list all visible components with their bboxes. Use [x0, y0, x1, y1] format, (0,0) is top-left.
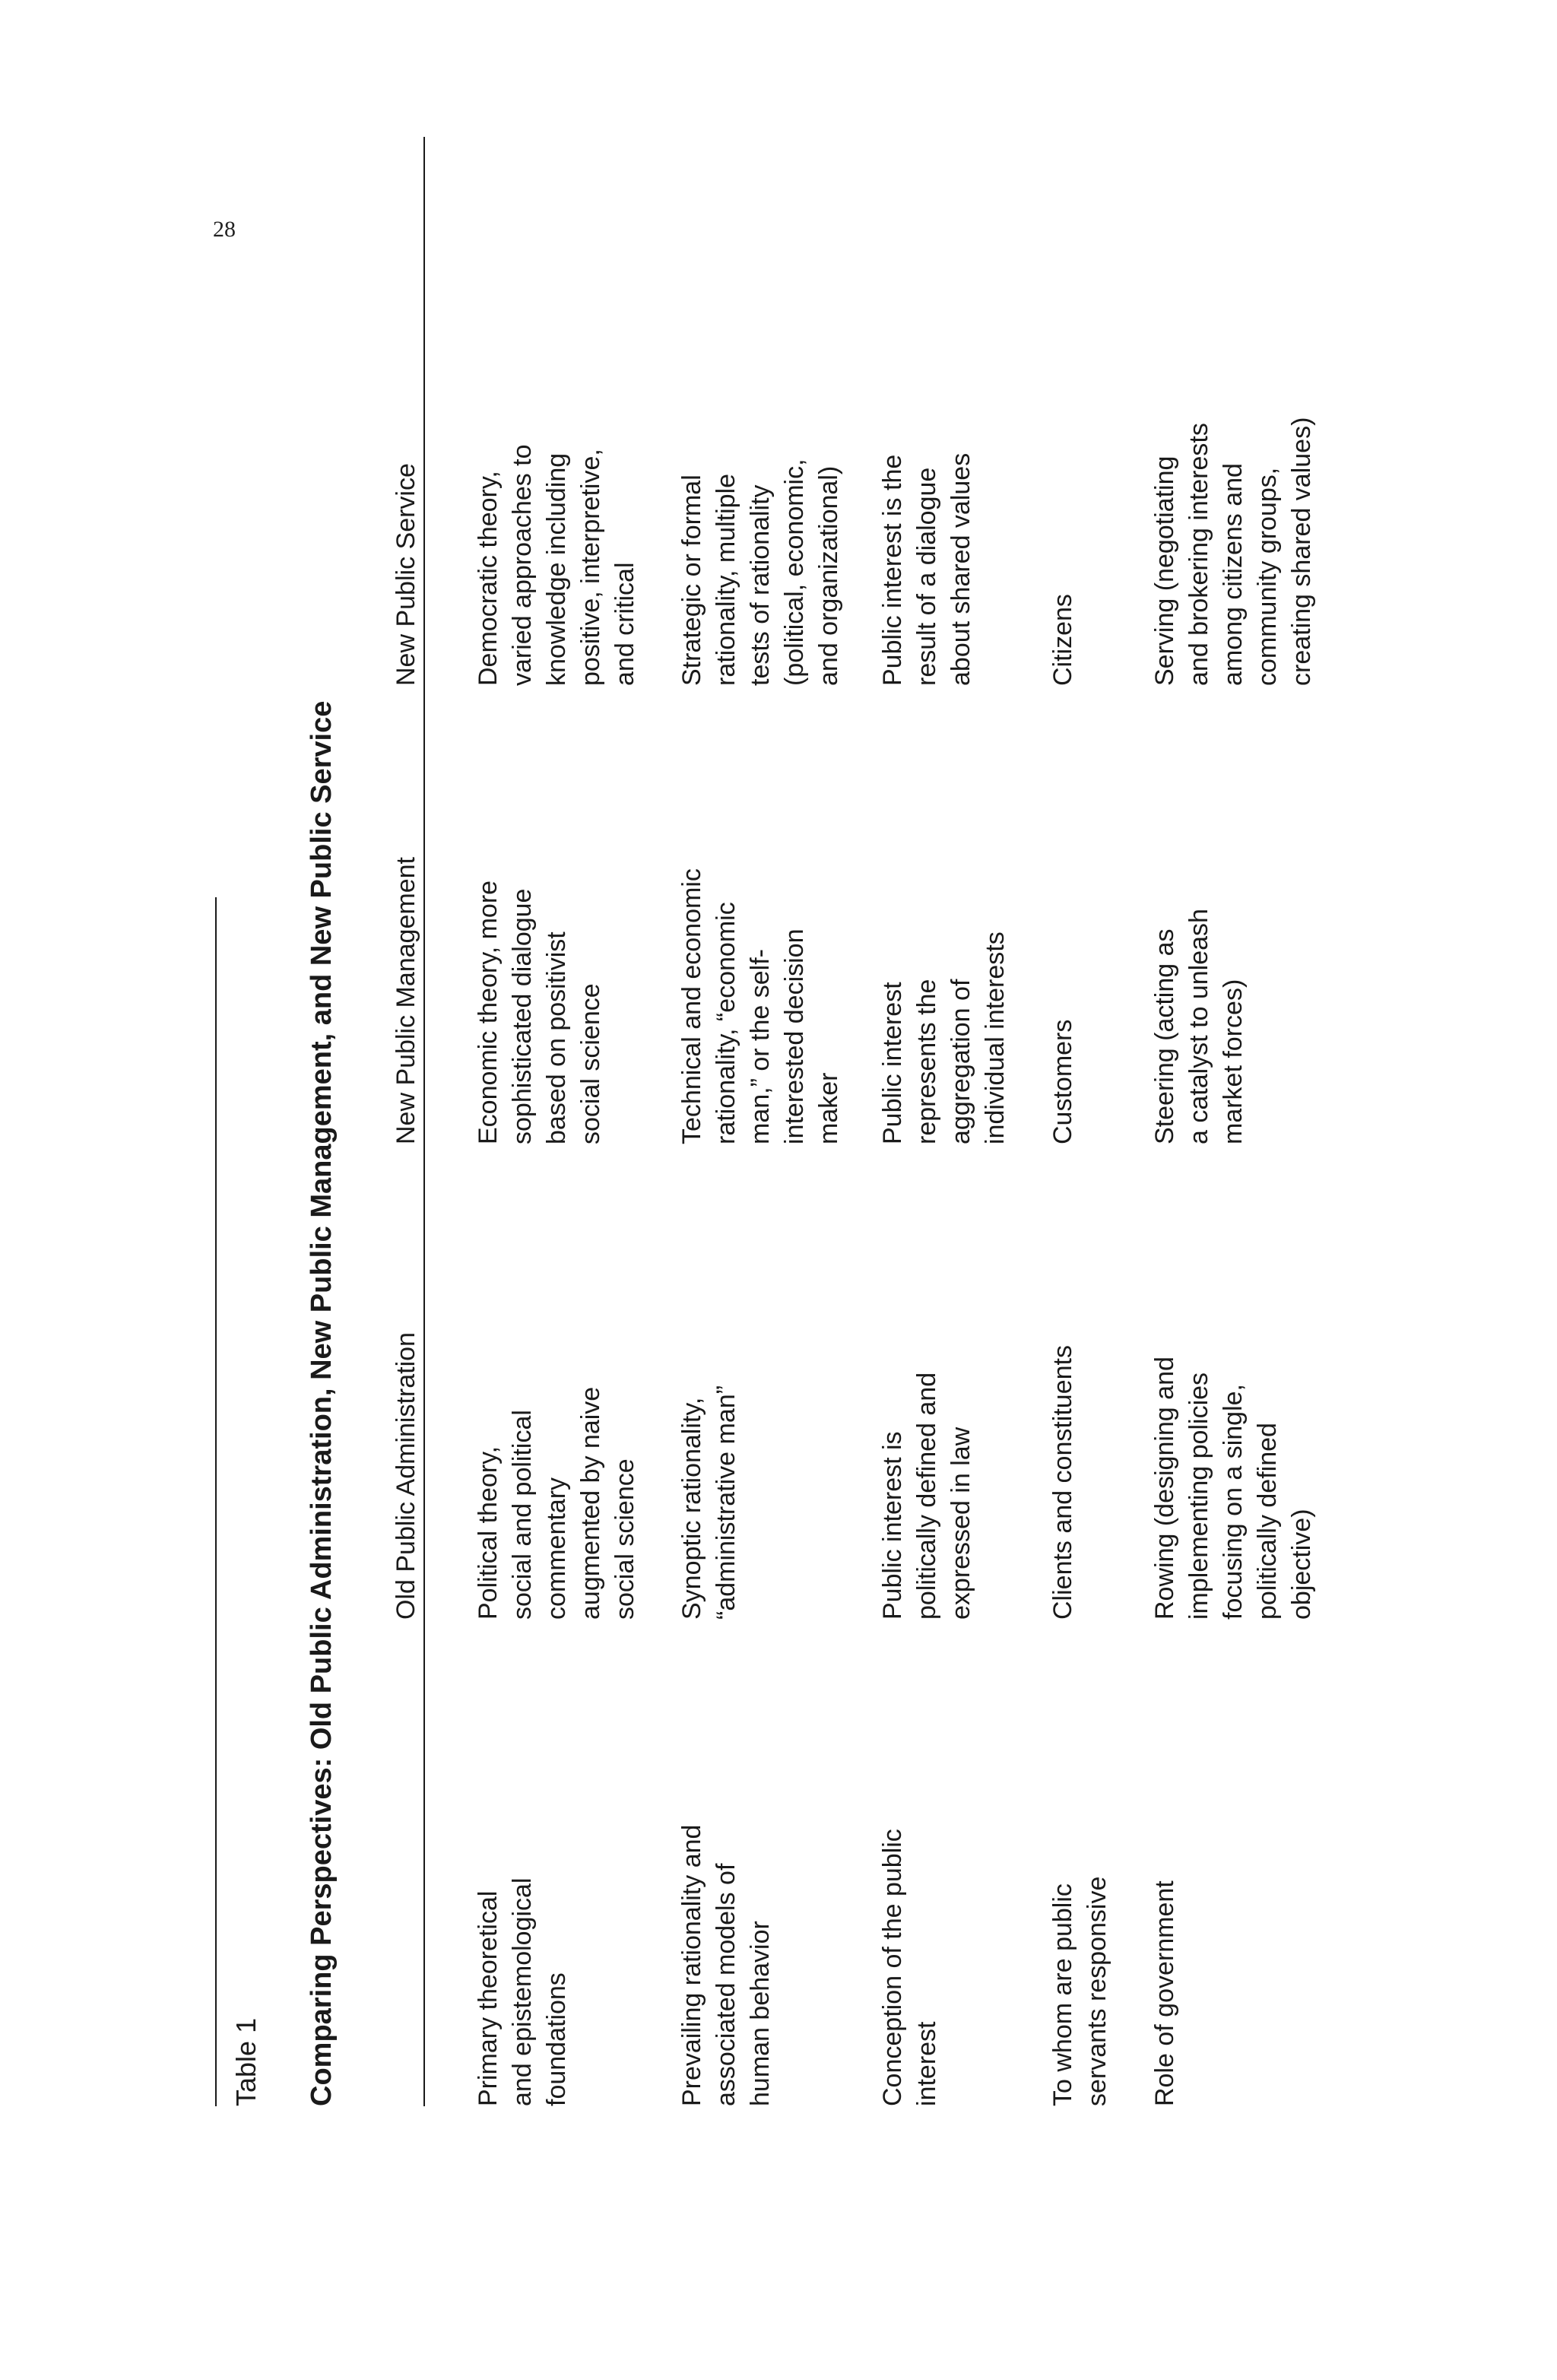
- table-cell: Public interest is the result of a dialogue about shared values: [878, 452, 975, 686]
- table-cell: Clients and constituents: [1048, 1345, 1077, 1620]
- header-rule-right: [423, 137, 425, 897]
- table-cell: Democratic theory, varied approaches to knowledge including positive, interpretive, and critical: [474, 444, 639, 686]
- table-label: Table 1: [230, 2017, 262, 2106]
- table-cell: Customers: [1048, 1019, 1077, 1144]
- row-label: Prevailing rationality and associated models of human behavior: [677, 1824, 775, 2106]
- table-cell: Citizens: [1048, 594, 1077, 686]
- table-top-rule: [215, 897, 217, 2106]
- table-cell: Economic theory, more sophisticated dialogue based on positivist social science: [474, 880, 605, 1144]
- table-cell: Synoptic rationality, “administrative man”: [677, 1385, 740, 1620]
- header-rule: [423, 897, 425, 2106]
- column-header-new-public-service: New Public Service: [392, 463, 420, 686]
- table-cell: Technical and economic rationality, “economic man,” or the self- interested decision maker: [677, 868, 843, 1144]
- row-label: Primary theoretical and epistemological foundations: [474, 1877, 571, 2106]
- table-title: Comparing Perspectives: Old Public Administration, New Public Management, and New Public Service: [306, 700, 338, 2106]
- column-header-new-public-management: New Public Management: [392, 857, 420, 1144]
- table-cell: Rowing (designing and implementing policies focusing on a single, politically defined objective): [1150, 1357, 1316, 1620]
- row-label: Role of government: [1150, 1880, 1179, 2106]
- table: [182, 175, 1323, 2380]
- table-cell: Public interest is politically defined and expressed in law: [878, 1372, 975, 1620]
- table-cell: Strategic or formal rationality, multiple tests of rationality (political, economic, and organizational): [677, 459, 843, 686]
- table-cell: Political theory, social and political commentary augmented by naive social science: [474, 1386, 639, 1620]
- table-cell: Serving (negotiating and brokering interests among citizens and community groups, creating shared values): [1150, 417, 1316, 686]
- table-cell: Public interest represents the aggregation of individual interests: [878, 931, 1010, 1144]
- page-number: 28: [213, 217, 236, 242]
- row-label: To whom are public servants responsive: [1048, 1876, 1111, 2106]
- rotated-table-block: [182, 175, 1323, 2380]
- row-label: Conception of the public interest: [878, 1829, 941, 2106]
- table-cell: Steering (acting as a catalyst to unleash market forces): [1150, 909, 1248, 1144]
- column-header-old-public-administration: Old Public Administration: [392, 1332, 420, 1620]
